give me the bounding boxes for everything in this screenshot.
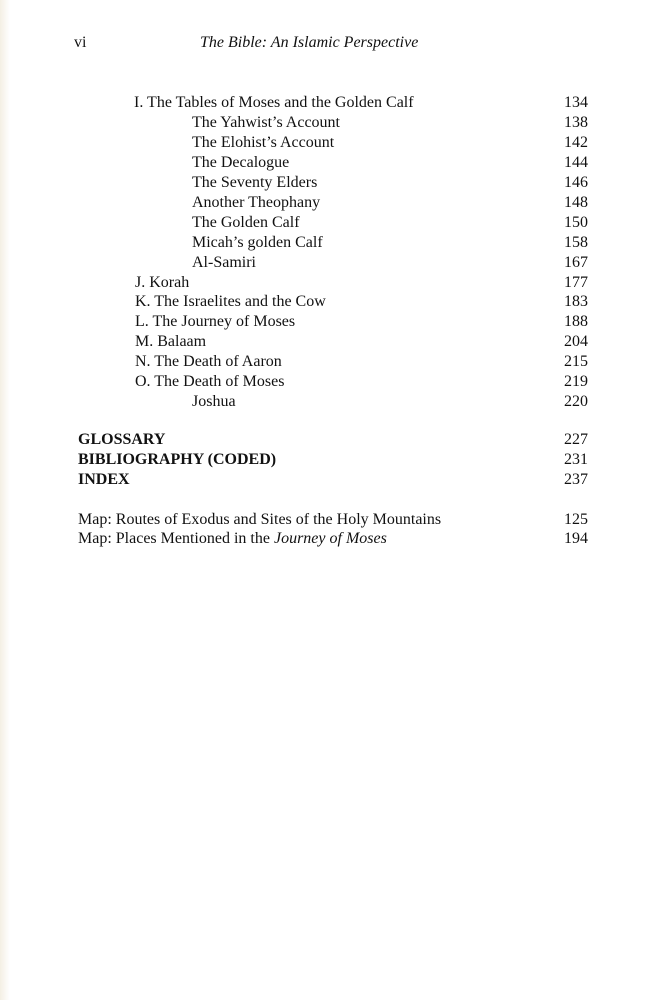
toc-entry-title-prefix: Map: Places Mentioned in the [78,530,274,547]
toc-entry-title: M. Balaam [135,333,207,350]
toc-subentry [0,193,588,213]
toc-entry-title-italic: Journey of Moses [273,530,387,547]
toc-entry-page: 231 [564,451,588,468]
toc-entry-title: L. The Journey of Moses [135,313,296,330]
toc-entry-page: 150 [564,214,588,231]
toc-entry-title: GLOSSARY [78,431,166,448]
toc-entry-title: The Golden Calf [192,214,300,231]
toc-entry-title: Al-Samiri [192,254,256,271]
toc-entry-page: 219 [564,373,588,390]
toc-entry-title: I. The Tables of Moses and the Golden Calf [134,94,414,111]
toc-entry-page: 138 [564,114,588,131]
toc-entry-title: K. The Israelites and the Cow [135,293,326,310]
toc-entry [0,292,588,312]
toc-subentry [0,153,588,173]
toc-entry [0,273,588,293]
toc-entry-page: 215 [564,353,588,370]
toc-entry-title: J. Korah [135,274,190,291]
toc-entry-page: 167 [564,254,588,271]
toc-entry-page: 134 [564,94,588,111]
toc-subentry [0,113,588,133]
toc-entry-title: The Seventy Elders [192,174,318,191]
toc-entry-title: The Yahwist’s Account [192,114,340,131]
toc-entry-page: 158 [564,234,588,251]
toc-entry-page: 237 [564,471,588,488]
toc-entry-page: 227 [564,431,588,448]
toc-entry-title: BIBLIOGRAPHY (CODED) [78,451,277,468]
toc-entry-title: Another Theophany [192,194,321,211]
toc-entry-page: 183 [564,293,588,310]
toc-entry-title [78,529,387,549]
toc-entry-page: 194 [564,530,588,547]
toc-entry-page: 144 [564,154,588,171]
toc-entry-title: The Elohist’s Account [192,134,335,151]
toc-entry [0,332,588,352]
toc-entry [0,312,588,332]
toc-entry-title: Map: Routes of Exodus and Sites of the Holy Mountains [78,511,442,528]
toc-entry-page: 204 [564,333,588,350]
toc-entry-title: Joshua [192,393,236,410]
toc-subentry [0,133,588,153]
toc-entry-page: 148 [564,194,588,211]
toc-entry-title: INDEX [78,471,130,488]
toc-map-entry [0,510,588,530]
toc-backmatter-entry [0,470,588,490]
toc-entry-page: 220 [564,393,588,410]
running-title: The Bible: An Islamic Perspective [200,34,419,51]
toc-entry [0,93,588,113]
toc-entry-page: 177 [564,274,588,291]
toc-subentry [0,233,588,253]
toc-entry-title: Micah’s golden Calf [192,234,323,251]
toc-subentry [0,173,588,193]
toc-subentry [0,253,588,273]
toc-entry-title: The Decalogue [192,154,290,171]
toc-entry-page: 125 [564,511,588,528]
toc-entry-page: 188 [564,313,588,330]
toc-entry [0,352,588,372]
toc-backmatter-entry [0,450,588,470]
toc-entry [0,372,588,392]
toc-subentry [0,213,588,233]
toc-entry-page: 146 [564,174,588,191]
toc-entry-page: 142 [564,134,588,151]
toc-map-entry [0,529,588,549]
page-number: vi [74,34,87,51]
toc-subentry [0,392,588,412]
toc-backmatter-entry [0,430,588,450]
toc-entry-title: N. The Death of Aaron [135,353,282,370]
toc-entry-title: O. The Death of Moses [135,373,285,390]
